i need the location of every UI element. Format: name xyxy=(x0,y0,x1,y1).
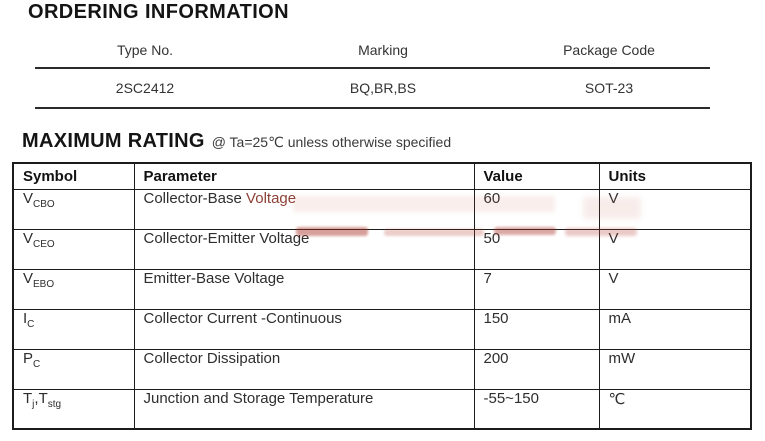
units-cell: V xyxy=(599,269,751,309)
maximum-rating-table xyxy=(12,162,752,430)
ordering-type-no-value: 2SC2412 xyxy=(115,80,175,96)
symbol-cell: $P_C$ xyxy=(13,349,134,389)
header-units: Units xyxy=(599,163,751,189)
parameter-cell: Junction and Storage Temperature xyxy=(134,389,474,429)
value-cell: 50 xyxy=(474,229,599,269)
parameter-cell: Collector Current -Continuous xyxy=(134,309,474,349)
units-cell: mA xyxy=(599,309,751,349)
header-symbol: Symbol xyxy=(13,163,134,189)
value-cell: 200 xyxy=(474,349,599,389)
rating-row xyxy=(13,309,751,349)
header-value: Value xyxy=(474,163,599,189)
ordering-rule-top xyxy=(35,67,710,69)
parameter-cell: Collector-Base Voltage xyxy=(134,189,474,229)
maximum-rating-condition: @ Ta=25℃ unless otherwise specified xyxy=(211,134,452,150)
rating-table-body xyxy=(13,189,751,429)
header-parameter: Parameter xyxy=(134,163,474,189)
units-cell: V xyxy=(599,189,751,229)
ordering-table xyxy=(35,34,710,114)
ordering-col-package-code: Package Code xyxy=(563,42,655,58)
ordering-col-type-no: Type No. xyxy=(116,42,174,58)
symbol-cell: $T_j,T_{stg}$ xyxy=(13,389,134,429)
rating-row xyxy=(13,389,751,429)
rating-row xyxy=(13,229,751,269)
ordering-package-code-value: SOT-23 xyxy=(584,80,634,96)
rating-row xyxy=(13,189,751,229)
ordering-col-marking: Marking xyxy=(358,42,408,58)
ordering-info-title: ORDERING INFORMATION xyxy=(28,1,289,23)
ordering-marking-value: BQ,BR,BS xyxy=(349,80,417,96)
rating-header-row xyxy=(13,163,751,189)
maximum-rating-title: MAXIMUM RATING xyxy=(22,130,205,152)
value-cell: 150 xyxy=(474,309,599,349)
watermark-tinted-text: Voltage xyxy=(246,189,297,207)
maximum-rating-heading xyxy=(22,130,451,153)
rating-row xyxy=(13,269,751,309)
units-cell: V xyxy=(599,229,751,269)
value-cell: -55~150 xyxy=(474,389,599,429)
value-cell: 60 xyxy=(474,189,599,229)
rating-row xyxy=(13,349,751,389)
ordering-rule-bottom xyxy=(35,107,710,109)
parameter-cell: Collector-Emitter Voltage xyxy=(134,229,474,269)
symbol-cell: $I_C$ xyxy=(13,309,134,349)
parameter-cell: Collector Dissipation xyxy=(134,349,474,389)
parameter-cell: Emitter-Base Voltage xyxy=(134,269,474,309)
symbol-cell: $V_{CEO}$ xyxy=(13,229,134,269)
units-cell: ℃ xyxy=(599,389,751,429)
symbol-cell: $V_{CBO}$ xyxy=(13,189,134,229)
units-cell: mW xyxy=(599,349,751,389)
symbol-cell: $V_{EBO}$ xyxy=(13,269,134,309)
value-cell: 7 xyxy=(474,269,599,309)
